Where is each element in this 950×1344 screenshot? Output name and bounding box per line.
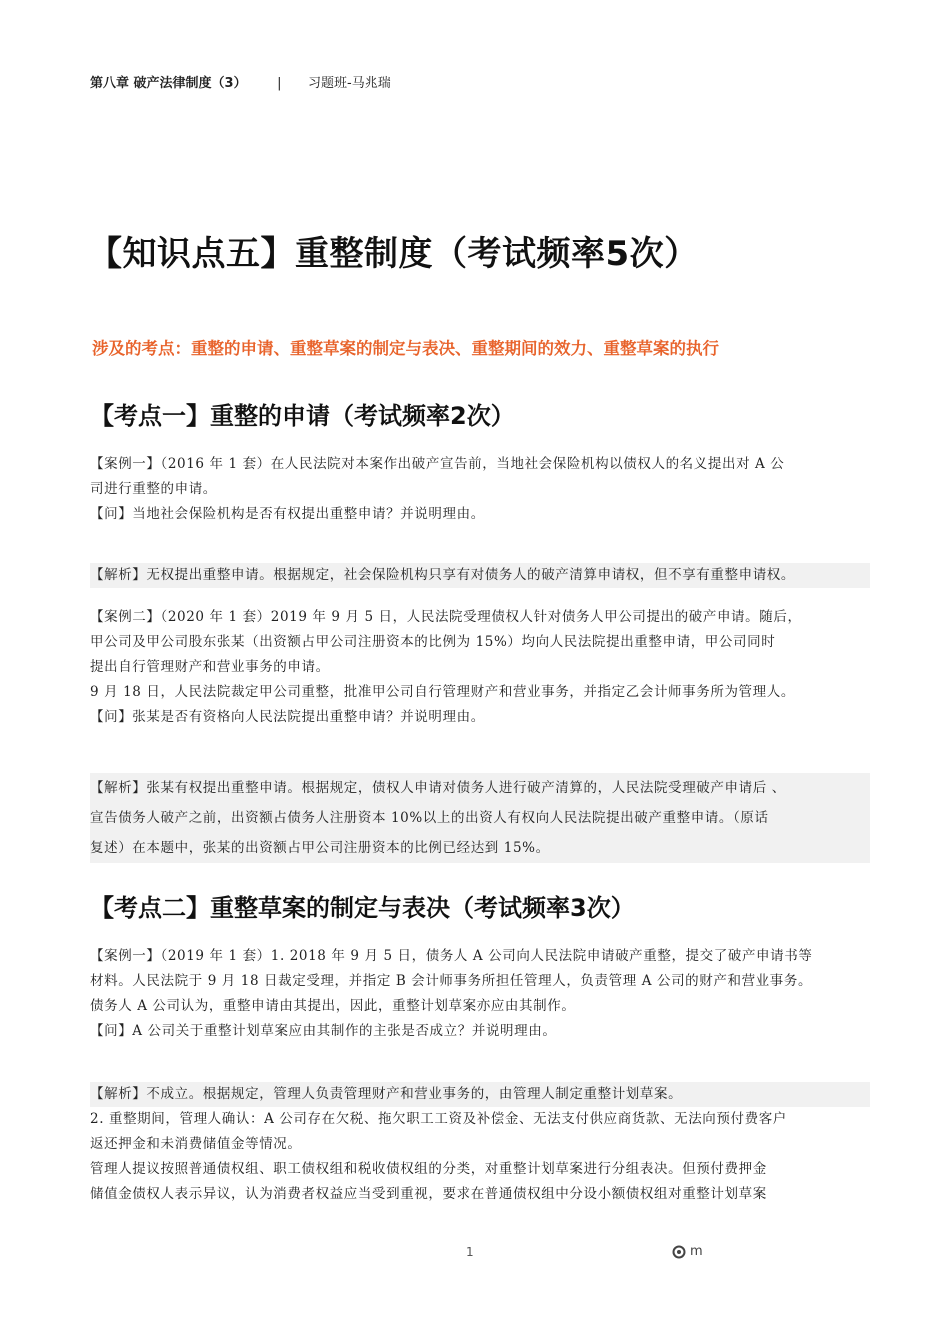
case-line: 9 月 18 日，人民法院裁定甲公司重整，批准甲公司自行管理财产和营业事务，并指定乙会计师事务所为管理人。 [90, 684, 795, 700]
footer-logo [672, 1244, 703, 1259]
section2-heading: 【考点二】重整草案的制定与表决（考试频率3次） [90, 894, 635, 922]
case-line: 【案例一】（2016 年 1 套）在人民法院对本案作出破产宣告前，当地社会保险机构以债权人的名义提出对 A 公 [90, 456, 785, 472]
case-line: 提出自行管理财产和营业事务的申请。 [90, 659, 330, 675]
section2-case1-continuation [90, 1107, 870, 1207]
section1-case1 [90, 452, 870, 527]
section1-heading: 【考点一】重整的申请（考试频率2次） [90, 402, 515, 430]
section1-case2-answer [90, 773, 870, 863]
chapter-title: 第八章 破产法律制度（3） [90, 76, 247, 91]
answer-line: 【解析】张某有权提出重整申请。根据规定，债权人申请对债务人进行破产清算的，人民法院受理破产申请后 、 [90, 780, 786, 796]
section1-case2 [90, 605, 870, 730]
page-header [90, 72, 391, 91]
case-line: 债务人 A 公司认为，重整申请由其提出，因此，重整计划草案亦应由其制作。 [90, 998, 576, 1014]
header-separator: | [277, 76, 282, 91]
case-line: 【问】A 公司关于重整计划草案应由其制作的主张是否成立？并说明理由。 [90, 1023, 557, 1039]
answer-line: 【解析】无权提出重整申请。根据规定，社会保险机构只享有对债务人的破产清算申请权，但不享有重整申请权。 [90, 567, 795, 583]
case-line: 司进行重整的申请。 [90, 481, 217, 497]
case-line: 【问】张某是否有资格向人民法院提出重整申请？并说明理由。 [90, 709, 485, 725]
case-line: 【案例二】（2020 年 1 套）2019 年 9 月 5 日，人民法院受理债权人针对债务人甲公司提出的破产申请。随后， [90, 609, 802, 625]
logo-text: m [690, 1244, 703, 1259]
page-number: 1 [466, 1245, 474, 1259]
section1-case1-answer [90, 563, 870, 588]
case-line: 返还押金和未消费储值金等情况。 [90, 1136, 302, 1152]
page-title: 【知识点五】重整制度（考试频率5次） [88, 234, 699, 274]
case-line: 储值金债权人表示异议，认为消费者权益应当受到重视，要求在普通债权组中分设小额债权组对重整计划草案 [90, 1186, 767, 1202]
answer-line: 【解析】不成立。根据规定，管理人负责管理财产和营业事务的，由管理人制定重整计划草案。 [90, 1086, 683, 1102]
case-line: 甲公司及甲公司股东张某（出资额占甲公司注册资本的比例为 15%）均向人民法院提出重整申请，甲公司同时 [90, 634, 776, 650]
answer-line: 宣告债务人破产之前，出资额占债务人注册资本 10%以上的出资人有权向人民法院提出破产重整申请。（原话 [90, 810, 769, 826]
case-line: 【问】当地社会保险机构是否有权提出重整申请？并说明理由。 [90, 506, 485, 522]
header-subtitle: 习题班-马兆瑞 [308, 76, 391, 91]
section2-case1 [90, 944, 870, 1044]
case-line: 管理人提议按照普通债权组、职工债权组和税收债权组的分类，对重整计划草案进行分组表决。但预付费押金 [90, 1161, 767, 1177]
section2-case1-answer [90, 1082, 870, 1107]
case-line: 2. 重整期间，管理人确认：A 公司存在欠税、拖欠职工工资及补偿金、无法支付供应商货款、无法向预付费客户 [90, 1111, 787, 1127]
case-line: 【案例一】（2019 年 1 套）1. 2018 年 9 月 5 日，债务人 A 公司向人民法院申请破产重整，提交了破产申请书等 [90, 948, 813, 964]
brand-logo-icon [672, 1245, 686, 1259]
case-line: 材料。人民法院于 9 月 18 日裁定受理，并指定 B 会计师事务所担任管理人，负责管理 A 公司的财产和营业事务。 [90, 973, 813, 989]
answer-line: 复述）在本题中，张某的出资额占甲公司注册资本的比例已经达到 15%。 [90, 840, 550, 856]
exam-points: 涉及的考点：重整的申请、重整草案的制定与表决、重整期间的效力、重整草案的执行 [92, 339, 719, 358]
